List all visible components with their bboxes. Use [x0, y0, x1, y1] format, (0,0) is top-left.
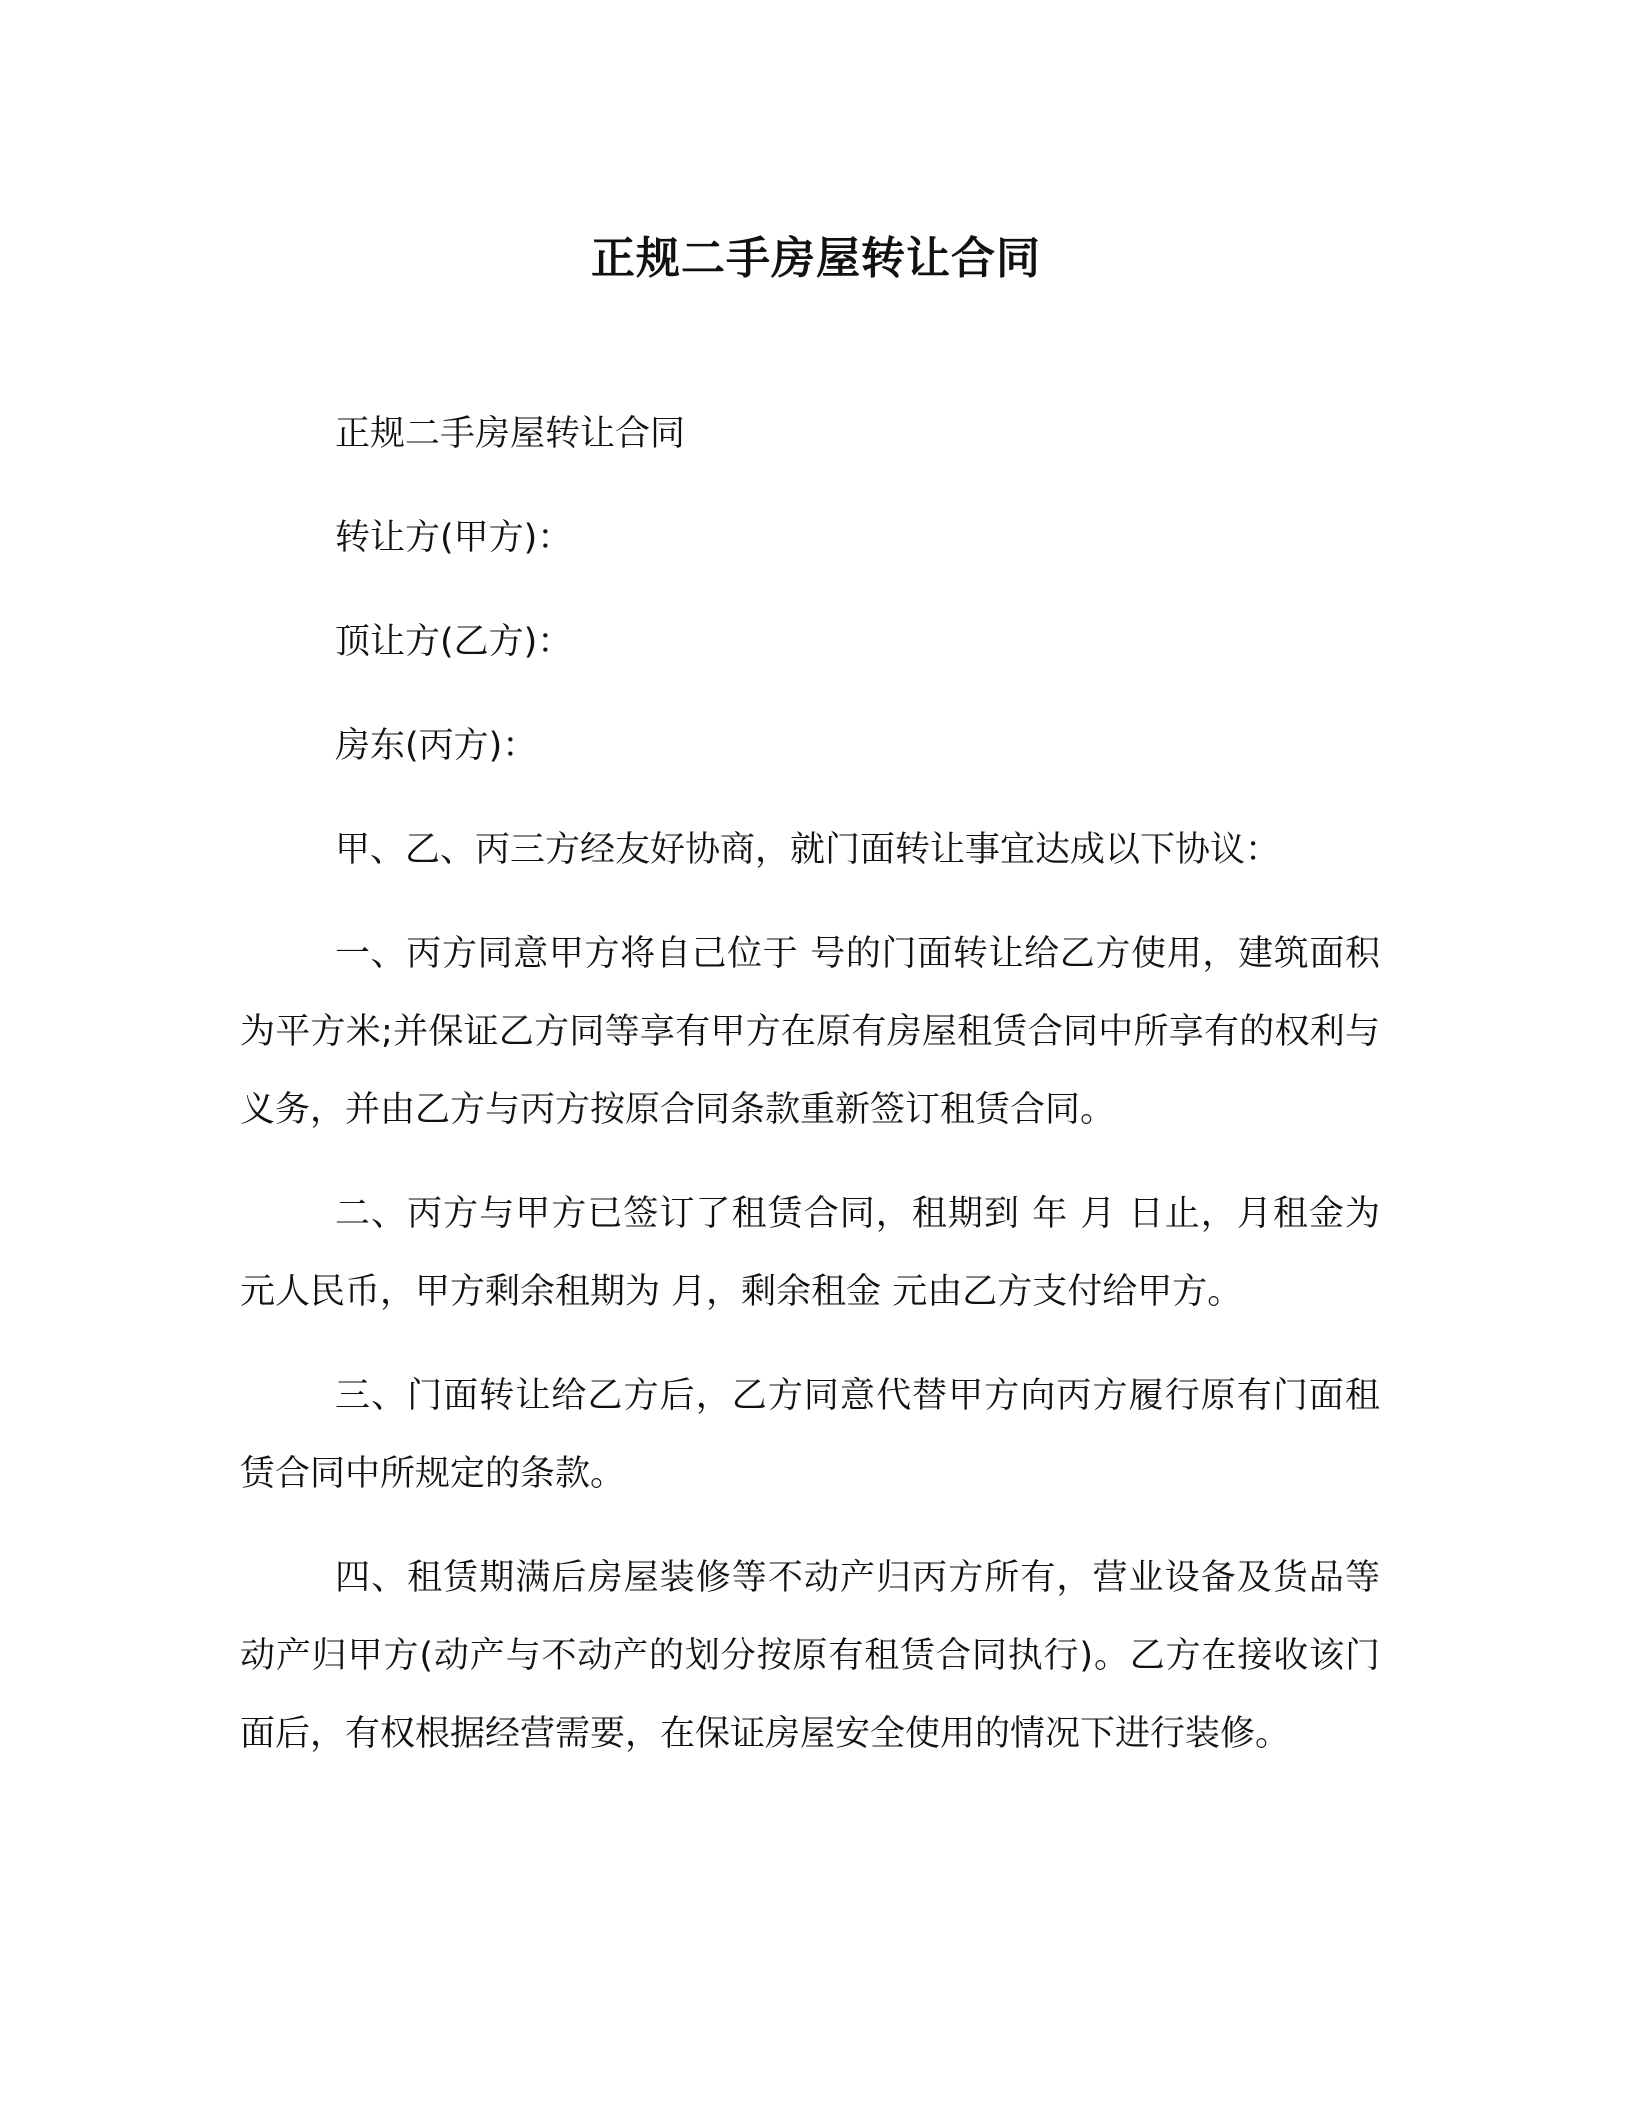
document-title: 正规二手房屋转让合同 [591, 233, 1041, 284]
clause-4: 四、租赁期满后房屋装修等不动产归丙方所有，营业设备及货品等动产归甲方(动产与不动产的划分按原有租赁合同执行)。乙方在接收该门面后，有权根据经营需要，在保证房屋安全使用的情况下进行装修。 [240, 1558, 1380, 1754]
clause-3: 三、门面转让给乙方后，乙方同意代替甲方向丙方履行原有门面租赁合同中所规定的条款。 [240, 1376, 1380, 1494]
clause-1: 一、丙方同意甲方将自己位于 号的门面转让给乙方使用，建筑面积为平方米;并保证乙方同等享有甲方在原有房屋租赁合同中所享有的权利与义务，并由乙方与丙方按原合同条款重新签订租赁合同。 [240, 934, 1380, 1130]
clause-2: 二、丙方与甲方已签订了租赁合同，租期到 年 月 日止，月租金为 元人民币，甲方剩余租期为 月，剩余租金 元由乙方支付给甲方。 [240, 1194, 1380, 1312]
transferor-line: 转让方(甲方)： [335, 518, 573, 558]
transferee-line: 顶让方(乙方)： [335, 622, 573, 662]
document-body [240, 395, 1380, 1799]
contract-heading: 正规二手房屋转让合同 [335, 414, 686, 454]
landlord-line: 房东(丙方)： [335, 726, 538, 766]
agreement-intro: 甲、乙、丙三方经友好协商，就门面转让事宜达成以下协议： [335, 830, 1281, 870]
